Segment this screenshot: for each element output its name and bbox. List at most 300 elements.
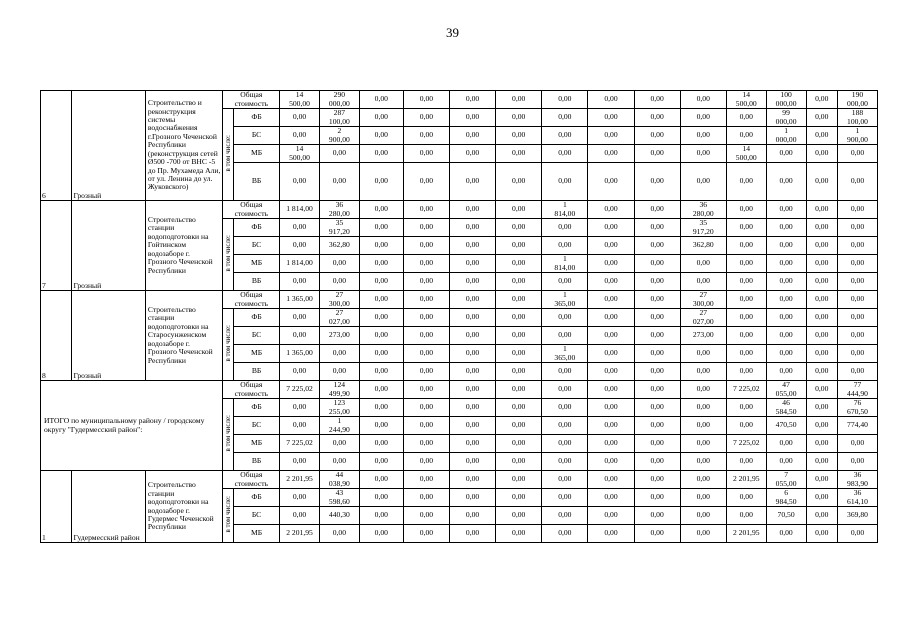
value-cell: 0,00 (806, 219, 837, 237)
value-cell: 0,00 (359, 453, 403, 471)
value-cell: 0,00 (588, 471, 634, 489)
value-cell: 0,00 (837, 273, 877, 291)
value-cell: 76 670,50 (837, 399, 877, 417)
value-cell: 0,00 (403, 471, 449, 489)
value-cell: 14 500,00 (280, 145, 320, 163)
value-cell: 0,00 (806, 327, 837, 345)
value-cell: 0,00 (359, 471, 403, 489)
value-cell: 0,00 (319, 145, 359, 163)
value-cell: 0,00 (726, 127, 766, 145)
value-cell: 0,00 (726, 489, 766, 507)
value-cell: 0,00 (542, 273, 588, 291)
value-cell: 0,00 (496, 435, 542, 453)
value-cell: 0,00 (806, 399, 837, 417)
total-cost-label: Общая стоимость (223, 91, 280, 109)
value-cell: 0,00 (806, 381, 837, 399)
value-cell: 0,00 (726, 309, 766, 327)
value-cell: 0,00 (496, 525, 542, 543)
value-cell: 1 814,00 (280, 201, 320, 219)
value-cell: 0,00 (449, 399, 495, 417)
value-cell: 0,00 (634, 309, 680, 327)
value-cell: 0,00 (634, 417, 680, 435)
value-cell: 0,00 (359, 127, 403, 145)
value-cell: 27 027,00 (319, 309, 359, 327)
value-cell: 0,00 (280, 309, 320, 327)
value-cell: 0,00 (726, 399, 766, 417)
value-cell: 0,00 (634, 291, 680, 309)
value-cell: 0,00 (726, 327, 766, 345)
value-cell: 0,00 (449, 327, 495, 345)
section-row (41, 91, 878, 109)
value-cell: 0,00 (403, 163, 449, 201)
value-cell: 0,00 (588, 525, 634, 543)
value-cell: 0,00 (496, 453, 542, 471)
value-cell: 0,00 (359, 309, 403, 327)
value-cell: 0,00 (542, 127, 588, 145)
source-label: БС (233, 237, 279, 255)
value-cell: 0,00 (634, 145, 680, 163)
value-cell: 0,00 (766, 273, 806, 291)
value-cell: 0,00 (806, 471, 837, 489)
value-cell: 0,00 (449, 525, 495, 543)
value-cell: 0,00 (806, 237, 837, 255)
value-cell: 0,00 (496, 363, 542, 381)
value-cell: 0,00 (634, 91, 680, 109)
value-cell: 0,00 (496, 471, 542, 489)
value-cell: 1 814,00 (542, 201, 588, 219)
value-cell: 0,00 (806, 273, 837, 291)
district-cell: Гудермесский район (72, 471, 145, 543)
value-cell: 0,00 (359, 109, 403, 127)
value-cell: 0,00 (280, 489, 320, 507)
value-cell: 0,00 (588, 435, 634, 453)
value-cell: 0,00 (449, 255, 495, 273)
value-cell: 0,00 (449, 417, 495, 435)
incl-label (223, 489, 233, 543)
value-cell: 0,00 (806, 291, 837, 309)
value-cell: 36 280,00 (680, 201, 726, 219)
value-cell: 0,00 (280, 273, 320, 291)
value-cell: 0,00 (680, 435, 726, 453)
value-cell: 0,00 (496, 381, 542, 399)
value-cell: 0,00 (634, 525, 680, 543)
value-cell: 0,00 (280, 219, 320, 237)
value-cell: 7 225,02 (726, 435, 766, 453)
value-cell: 0,00 (449, 145, 495, 163)
value-cell: 1 365,00 (542, 291, 588, 309)
value-cell: 0,00 (449, 435, 495, 453)
value-cell: 0,00 (403, 145, 449, 163)
value-cell: 0,00 (496, 109, 542, 127)
value-cell: 0,00 (634, 327, 680, 345)
value-cell: 0,00 (766, 237, 806, 255)
value-cell: 0,00 (359, 201, 403, 219)
source-label: ВБ (233, 363, 279, 381)
value-cell: 0,00 (280, 237, 320, 255)
itogo-label: ИТОГО по муниципальному району / городскому округу "Гудермесский район": (41, 381, 223, 471)
value-cell: 0,00 (806, 507, 837, 525)
value-cell: 0,00 (634, 399, 680, 417)
value-cell: 0,00 (588, 109, 634, 127)
value-cell: 27 300,00 (680, 291, 726, 309)
value-cell: 0,00 (680, 489, 726, 507)
value-cell: 0,00 (726, 237, 766, 255)
object-name: Строительство станции водоподготовки на Старосунженском водозаборе г. Грозного Чеченской Республики (145, 291, 223, 381)
value-cell: 2 201,95 (726, 525, 766, 543)
value-cell: 0,00 (766, 219, 806, 237)
value-cell: 0,00 (726, 201, 766, 219)
value-cell: 0,00 (726, 453, 766, 471)
value-cell: 0,00 (449, 91, 495, 109)
value-cell: 0,00 (726, 219, 766, 237)
value-cell: 0,00 (403, 525, 449, 543)
value-cell: 0,00 (726, 255, 766, 273)
value-cell: 0,00 (496, 489, 542, 507)
value-cell: 0,00 (449, 163, 495, 201)
value-cell: 0,00 (319, 255, 359, 273)
value-cell: 0,00 (319, 273, 359, 291)
value-cell: 0,00 (280, 417, 320, 435)
value-cell: 0,00 (726, 507, 766, 525)
value-cell: 7 225,02 (280, 381, 320, 399)
value-cell: 0,00 (542, 471, 588, 489)
value-cell: 0,00 (280, 399, 320, 417)
value-cell: 36 614,10 (837, 489, 877, 507)
value-cell: 0,00 (806, 363, 837, 381)
value-cell: 0,00 (359, 489, 403, 507)
value-cell: 287 100,00 (319, 109, 359, 127)
total-cost-label: Общая стоимость (223, 471, 280, 489)
value-cell: 0,00 (837, 345, 877, 363)
total-cost-label: Общая стоимость (223, 201, 280, 219)
value-cell: 273,00 (319, 327, 359, 345)
value-cell: 36 280,00 (319, 201, 359, 219)
value-cell: 43 598,60 (319, 489, 359, 507)
value-cell: 0,00 (319, 453, 359, 471)
value-cell: 7 225,02 (726, 381, 766, 399)
value-cell: 0,00 (588, 145, 634, 163)
value-cell: 0,00 (359, 327, 403, 345)
value-cell: 0,00 (403, 255, 449, 273)
section-row (41, 471, 878, 489)
value-cell: 0,00 (588, 327, 634, 345)
value-cell: 0,00 (449, 381, 495, 399)
source-label: ФБ (233, 109, 279, 127)
value-cell: 0,00 (542, 381, 588, 399)
value-cell: 0,00 (496, 237, 542, 255)
value-cell: 0,00 (403, 201, 449, 219)
value-cell: 0,00 (449, 309, 495, 327)
value-cell: 0,00 (496, 309, 542, 327)
section-row (41, 201, 878, 219)
value-cell: 0,00 (806, 201, 837, 219)
value-cell: 0,00 (680, 507, 726, 525)
source-label: ВБ (233, 273, 279, 291)
value-cell: 0,00 (766, 345, 806, 363)
value-cell: 0,00 (359, 345, 403, 363)
value-cell: 0,00 (496, 399, 542, 417)
value-cell: 1 365,00 (280, 345, 320, 363)
itogo-row (41, 381, 878, 399)
total-cost-label: Общая стоимость (223, 381, 280, 399)
value-cell: 35 917,20 (319, 219, 359, 237)
value-cell: 7 055,00 (766, 471, 806, 489)
district-cell: Грозный (72, 201, 145, 291)
value-cell: 0,00 (403, 417, 449, 435)
district-cell: Грозный (72, 91, 145, 201)
value-cell: 0,00 (542, 237, 588, 255)
value-cell: 0,00 (588, 417, 634, 435)
value-cell: 0,00 (680, 127, 726, 145)
value-cell: 0,00 (680, 91, 726, 109)
value-cell: 0,00 (403, 363, 449, 381)
value-cell: 100 000,00 (766, 91, 806, 109)
value-cell: 0,00 (542, 109, 588, 127)
value-cell: 0,00 (806, 255, 837, 273)
value-cell: 1 814,00 (280, 255, 320, 273)
value-cell: 0,00 (837, 291, 877, 309)
value-cell: 0,00 (680, 417, 726, 435)
value-cell: 0,00 (680, 273, 726, 291)
value-cell: 0,00 (542, 145, 588, 163)
value-cell: 0,00 (319, 163, 359, 201)
value-cell: 0,00 (588, 255, 634, 273)
value-cell: 0,00 (449, 363, 495, 381)
row-index: 6 (41, 91, 72, 201)
value-cell: 0,00 (837, 525, 877, 543)
source-label: БС (233, 417, 279, 435)
value-cell: 188 100,00 (837, 109, 877, 127)
value-cell: 0,00 (588, 237, 634, 255)
value-cell: 0,00 (634, 363, 680, 381)
value-cell: 0,00 (806, 145, 837, 163)
value-cell: 35 917,20 (680, 219, 726, 237)
value-cell: 0,00 (680, 345, 726, 363)
source-label: ФБ (233, 309, 279, 327)
value-cell: 0,00 (680, 255, 726, 273)
value-cell: 0,00 (634, 381, 680, 399)
value-cell: 0,00 (634, 507, 680, 525)
row-index: 8 (41, 291, 72, 381)
value-cell: 0,00 (542, 453, 588, 471)
value-cell: 0,00 (634, 255, 680, 273)
value-cell: 0,00 (837, 163, 877, 201)
value-cell: 0,00 (726, 163, 766, 201)
value-cell: 0,00 (280, 109, 320, 127)
object-name: Строительство и реконструкция системы водоснабжения г.Грозного Чеченской Республики (реконструкция сетей Ø500 -700 от ВНС -5 до Пр. Мухамеда Али, от ул. Ленина до ул. Жуковского) (145, 91, 223, 201)
value-cell: 290 000,00 (319, 91, 359, 109)
value-cell: 0,00 (449, 471, 495, 489)
value-cell: 0,00 (359, 507, 403, 525)
total-cost-label: Общая стоимость (223, 291, 280, 309)
value-cell: 0,00 (766, 525, 806, 543)
value-cell: 7 225,02 (280, 435, 320, 453)
value-cell: 0,00 (403, 399, 449, 417)
value-cell: 0,00 (496, 163, 542, 201)
value-cell: 0,00 (588, 163, 634, 201)
value-cell: 0,00 (280, 127, 320, 145)
value-cell: 0,00 (403, 237, 449, 255)
value-cell: 0,00 (496, 201, 542, 219)
value-cell: 1 900,00 (837, 127, 877, 145)
value-cell: 774,40 (837, 417, 877, 435)
value-cell: 0,00 (359, 273, 403, 291)
value-cell: 0,00 (496, 145, 542, 163)
value-cell: 0,00 (766, 255, 806, 273)
value-cell: 470,50 (766, 417, 806, 435)
value-cell: 0,00 (726, 109, 766, 127)
value-cell: 0,00 (280, 327, 320, 345)
value-cell: 27 300,00 (319, 291, 359, 309)
value-cell: 1 244,90 (319, 417, 359, 435)
value-cell: 0,00 (359, 435, 403, 453)
incl-label (223, 309, 233, 381)
value-cell: 0,00 (634, 273, 680, 291)
row-index: 1 (41, 471, 72, 543)
value-cell: 0,00 (542, 219, 588, 237)
source-label: ФБ (233, 399, 279, 417)
value-cell: 0,00 (403, 435, 449, 453)
source-label: БС (233, 127, 279, 145)
source-label: БС (233, 507, 279, 525)
source-label: БС (233, 327, 279, 345)
value-cell: 0,00 (403, 345, 449, 363)
value-cell: 0,00 (319, 345, 359, 363)
source-label: МБ (233, 435, 279, 453)
value-cell: 0,00 (542, 399, 588, 417)
value-cell: 0,00 (634, 219, 680, 237)
value-cell: 0,00 (449, 109, 495, 127)
value-cell: 0,00 (837, 255, 877, 273)
value-cell: 0,00 (449, 219, 495, 237)
value-cell: 0,00 (837, 201, 877, 219)
source-label: МБ (233, 345, 279, 363)
value-cell: 0,00 (766, 363, 806, 381)
value-cell: 0,00 (403, 219, 449, 237)
value-cell: 0,00 (496, 127, 542, 145)
value-cell: 0,00 (680, 525, 726, 543)
value-cell: 0,00 (837, 363, 877, 381)
value-cell: 124 499,90 (319, 381, 359, 399)
value-cell: 0,00 (403, 507, 449, 525)
object-name: Строительство станции водоподготовки на Гойтинском водозаборе г. Грозного Чеченской Республики (145, 201, 223, 291)
value-cell: 1 365,00 (280, 291, 320, 309)
source-label: МБ (233, 255, 279, 273)
incl-text: в том числе: (224, 496, 232, 533)
value-cell: 0,00 (588, 381, 634, 399)
value-cell: 0,00 (726, 345, 766, 363)
row-index: 7 (41, 201, 72, 291)
value-cell: 0,00 (588, 345, 634, 363)
value-cell: 0,00 (449, 345, 495, 363)
value-cell: 14 500,00 (726, 145, 766, 163)
value-cell: 0,00 (588, 399, 634, 417)
value-cell: 0,00 (806, 435, 837, 453)
value-cell: 0,00 (588, 291, 634, 309)
value-cell: 0,00 (634, 109, 680, 127)
value-cell: 0,00 (588, 273, 634, 291)
value-cell: 0,00 (806, 163, 837, 201)
value-cell: 0,00 (542, 363, 588, 381)
value-cell: 0,00 (542, 309, 588, 327)
value-cell: 0,00 (588, 127, 634, 145)
value-cell: 0,00 (449, 291, 495, 309)
value-cell: 0,00 (359, 255, 403, 273)
value-cell: 0,00 (588, 489, 634, 507)
incl-text: в том числе: (224, 325, 232, 362)
value-cell: 0,00 (634, 453, 680, 471)
value-cell: 123 255,00 (319, 399, 359, 417)
object-name: Строительство станции водоподготовки на водозаборе г. Гудермес Чеченской Республики (145, 471, 223, 543)
value-cell: 0,00 (359, 145, 403, 163)
value-cell: 0,00 (359, 163, 403, 201)
value-cell: 0,00 (403, 273, 449, 291)
value-cell: 0,00 (588, 507, 634, 525)
budget-table (40, 90, 878, 543)
value-cell: 99 000,00 (766, 109, 806, 127)
value-cell: 0,00 (319, 435, 359, 453)
value-cell: 0,00 (496, 291, 542, 309)
value-cell: 0,00 (680, 399, 726, 417)
value-cell: 0,00 (496, 345, 542, 363)
value-cell: 0,00 (542, 417, 588, 435)
value-cell: 0,00 (280, 163, 320, 201)
value-cell: 0,00 (359, 399, 403, 417)
value-cell: 0,00 (359, 91, 403, 109)
value-cell: 0,00 (280, 363, 320, 381)
value-cell: 190 000,00 (837, 91, 877, 109)
page-number: 39 (446, 25, 459, 40)
value-cell: 0,00 (542, 489, 588, 507)
value-cell: 0,00 (726, 273, 766, 291)
value-cell: 0,00 (806, 525, 837, 543)
value-cell: 0,00 (403, 109, 449, 127)
value-cell: 0,00 (449, 273, 495, 291)
value-cell: 0,00 (359, 291, 403, 309)
value-cell: 0,00 (806, 91, 837, 109)
value-cell: 0,00 (359, 237, 403, 255)
incl-label (223, 109, 233, 201)
value-cell: 0,00 (680, 471, 726, 489)
incl-text: в том числе: (224, 135, 232, 172)
value-cell: 0,00 (280, 453, 320, 471)
value-cell: 47 055,00 (766, 381, 806, 399)
value-cell: 0,00 (806, 127, 837, 145)
value-cell: 369,80 (837, 507, 877, 525)
value-cell: 0,00 (496, 219, 542, 237)
value-cell: 0,00 (766, 327, 806, 345)
value-cell: 0,00 (837, 219, 877, 237)
value-cell: 0,00 (542, 435, 588, 453)
value-cell: 0,00 (588, 219, 634, 237)
value-cell: 77 444,90 (837, 381, 877, 399)
value-cell: 0,00 (449, 507, 495, 525)
value-cell: 0,00 (496, 507, 542, 525)
value-cell: 0,00 (837, 309, 877, 327)
value-cell: 0,00 (319, 525, 359, 543)
value-cell: 362,80 (680, 237, 726, 255)
value-cell: 440,30 (319, 507, 359, 525)
value-cell: 0,00 (634, 435, 680, 453)
value-cell: 2 201,95 (726, 471, 766, 489)
value-cell: 0,00 (680, 163, 726, 201)
value-cell: 14 500,00 (726, 91, 766, 109)
value-cell: 0,00 (806, 109, 837, 127)
value-cell: 0,00 (542, 91, 588, 109)
incl-text: в том числе: (224, 415, 232, 452)
source-label: ВБ (233, 163, 279, 201)
value-cell: 1 365,00 (542, 345, 588, 363)
